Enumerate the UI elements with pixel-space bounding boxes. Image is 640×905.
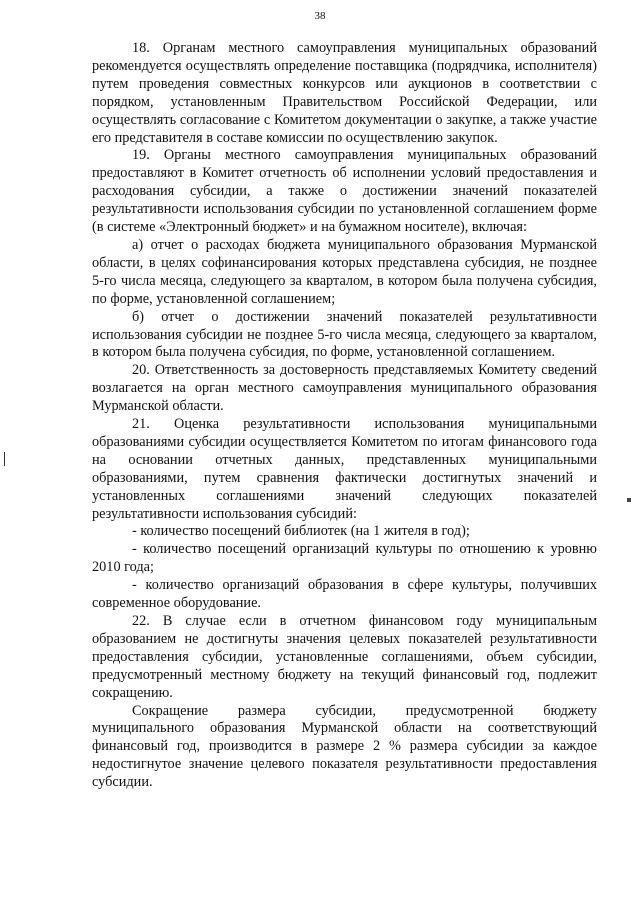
clause-20: 20. Ответственность за достоверность представляемых Комитету сведений возлагается на орган местного самоуправления муниципального образования Мурманской области. [92,362,597,415]
margin-mark [4,452,5,466]
scan-speck [627,498,631,502]
clause-19-item-b: б) отчет о достижении значений показателей результативности использования субсидии не позднее 5-го числа месяца, следующего за кварталом, в котором была получена субсидия, по форме, установленной соглашением. [92,308,597,361]
clause-22-reduction: Сокращение размера субсидии, предусмотренной бюджету муниципального образования Мурманской области на соответствующий финансовый год, производится в размере 2 % размера субсидии за каждое недостигнутое значение целевого показателя результативности предоставления субсидии. [92,702,597,791]
page-number: 38 [314,10,326,22]
clause-21: 21. Оценка результативности использования муниципальными образованиями субсидии осуществляется Комитетом по итогам финансового года на основании отчетных данных, представленных муниципальными образованиями, путем сравнения фактически достигнутых значений и установленных соглашениями значений следующих показателей результативности использования субсидий: [92,416,597,522]
clause-19: 19. Органы местного самоуправления муниципальных образований предоставляют в Комитет отчетность об исполнении условий предоставления и расходования субсидии, а также о достижении значений показателей результативности использования субсидии по установленной соглашением форме (в системе «Электронный бюджет» и на бумажном носителе), включая: [92,147,597,236]
indicator-library-visits: - количество посещений библиотек (на 1 жителя в год); [132,523,470,540]
clause-18: 18. Органам местного самоуправления муниципальных образований рекомендуется осуществлять определение поставщика (подрядчика, исполнителя) путем проведения совместных конкурсов или аукционов в соответствии с порядком, установленным Правительством Российской Федерации, или осуществлять согласование с Комитетом документации о закупке, а также участие его представителя в составе комиссии по осуществлению закупок. [92,40,597,146]
indicator-equipped-organizations: - количество организаций образования в сфере культуры, получивших современное оборудование. [92,577,597,612]
clause-22: 22. В случае если в отчетном финансовом году муниципальным образованием не достигнуты значения целевых показателей результативности предоставления субсидии, установленные соглашениями, объем субсидии, предусмотренный местному бюджету на текущий финансовый год, подлежит сокращению. [92,613,597,701]
clause-19-item-a: а) отчет о расходах бюджета муниципального образования Мурманской области, в целях софинансирования которых представлена субсидия, не позднее 5-го числа месяца, следующего за кварталом, в котором была получена субсидия, по форме, установленной соглашением; [92,236,597,307]
document-body [92,40,597,792]
indicator-culture-visits: - количество посещений организаций культуры по отношению к уровню 2010 года; [92,541,597,576]
